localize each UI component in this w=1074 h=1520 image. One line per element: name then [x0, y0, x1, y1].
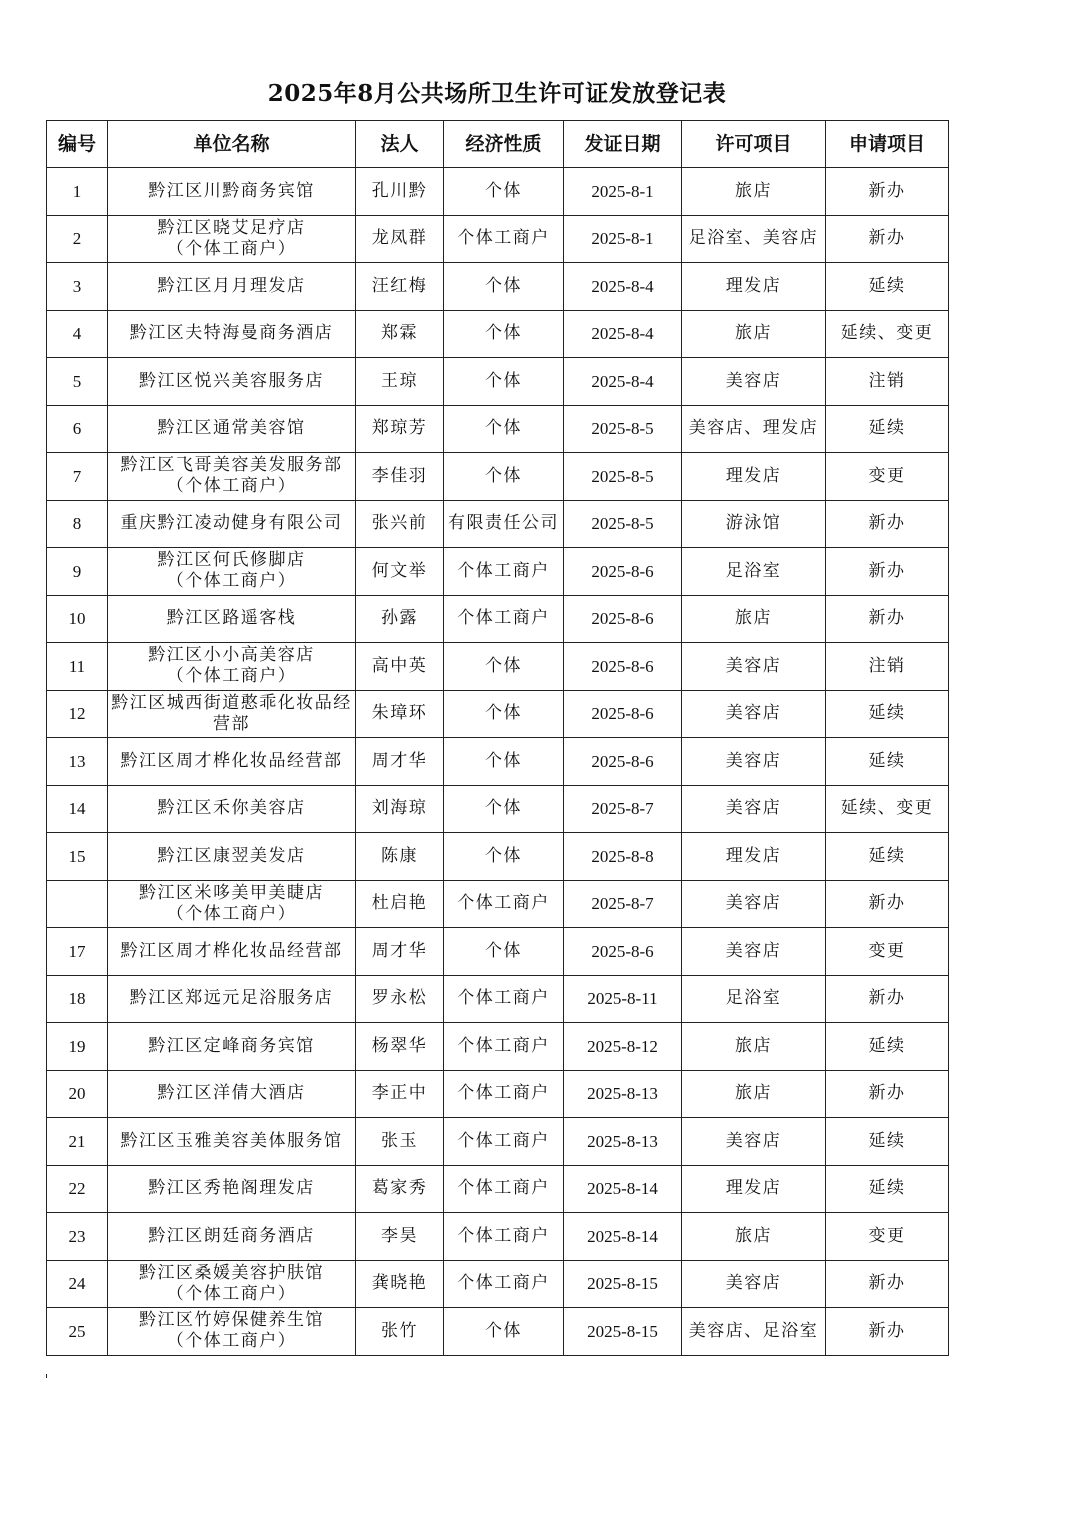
unit-name-line: 黔江区竹婷保健养生馆: [139, 1310, 324, 1331]
cell-apply-item: 新办: [826, 1070, 949, 1118]
cell-permit-item: 美容店、足浴室: [682, 1308, 826, 1356]
table-row: [47, 1118, 949, 1166]
table-row: [47, 263, 949, 311]
cell-legal-person: 陈康: [356, 833, 444, 881]
unit-name-line: 重庆黔江凌动健身有限公司: [120, 513, 343, 534]
cell-issue-date: 2025-8-6: [564, 690, 682, 738]
cell-economic-nature: 个体工商户: [444, 548, 564, 596]
cell-apply-item: 注销: [826, 358, 949, 406]
cell-economic-nature: 个体: [444, 310, 564, 358]
cell-number: 11: [47, 643, 108, 691]
table-row: [47, 453, 949, 501]
cell-legal-person: 周才华: [356, 738, 444, 786]
cell-number: 21: [47, 1118, 108, 1166]
cell-apply-item: 延续: [826, 833, 949, 881]
cell-number: 20: [47, 1070, 108, 1118]
table-header-row: [47, 121, 949, 168]
cell-issue-date: 2025-8-5: [564, 405, 682, 453]
cell-economic-nature: 个体工商户: [444, 1118, 564, 1166]
unit-name-line: 黔江区川黔商务宾馆: [148, 180, 315, 201]
cell-number: 5: [47, 358, 108, 406]
cell-unit-name: [108, 690, 356, 738]
unit-name-line: （个体工商户）: [166, 666, 297, 687]
cell-issue-date: 2025-8-14: [564, 1213, 682, 1261]
cell-apply-item: 延续: [826, 405, 949, 453]
unit-name-line: （个体工商户）: [166, 903, 297, 924]
cell-legal-person: 郑霖: [356, 310, 444, 358]
cell-unit-name: [108, 880, 356, 928]
cell-legal-person: 杨翠华: [356, 1023, 444, 1071]
unit-name-line: 黔江区康翌美发店: [157, 845, 306, 866]
cell-permit-item: 旅店: [682, 595, 826, 643]
cell-permit-item: 理发店: [682, 1165, 826, 1213]
cell-issue-date: 2025-8-7: [564, 880, 682, 928]
cell-legal-person: 葛家秀: [356, 1165, 444, 1213]
cell-apply-item: 新办: [826, 548, 949, 596]
cell-issue-date: 2025-8-6: [564, 643, 682, 691]
cell-number: 19: [47, 1023, 108, 1071]
cell-unit-name: [108, 595, 356, 643]
table-row: [47, 1023, 949, 1071]
cell-legal-person: 王琼: [356, 358, 444, 406]
table-row: [47, 643, 949, 691]
table-row: [47, 548, 949, 596]
cell-number: 18: [47, 975, 108, 1023]
unit-name-line: 黔江区周才桦化妆品经营部: [120, 750, 343, 771]
unit-name-line: 黔江区何氏修脚店: [157, 550, 306, 571]
column-header-name: 单位名称: [108, 121, 356, 168]
cell-legal-person: 杜启艳: [356, 880, 444, 928]
unit-name-line: 黔江区桑媛美容护肤馆: [139, 1262, 324, 1283]
cell-number: 12: [47, 690, 108, 738]
cell-permit-item: 旅店: [682, 1070, 826, 1118]
table-row: [47, 833, 949, 881]
cell-economic-nature: 个体工商户: [444, 1070, 564, 1118]
cell-issue-date: 2025-8-15: [564, 1308, 682, 1356]
cell-unit-name: [108, 1260, 356, 1308]
cell-economic-nature: 个体: [444, 690, 564, 738]
cell-economic-nature: 个体: [444, 358, 564, 406]
cell-apply-item: 延续、变更: [826, 785, 949, 833]
cell-number: 15: [47, 833, 108, 881]
unit-name-line: 黔江区秀艳阁理发店: [148, 1178, 315, 1199]
cell-economic-nature: 个体工商户: [444, 880, 564, 928]
unit-name-line: 黔江区禾你美容店: [157, 798, 306, 819]
cell-apply-item: 延续: [826, 738, 949, 786]
cell-issue-date: 2025-8-14: [564, 1165, 682, 1213]
cell-legal-person: 汪红梅: [356, 263, 444, 311]
cell-issue-date: 2025-8-1: [564, 168, 682, 216]
cell-apply-item: 新办: [826, 1260, 949, 1308]
cell-economic-nature: 个体工商户: [444, 215, 564, 263]
unit-name-line: 黔江区朗廷商务酒店: [148, 1225, 315, 1246]
cell-economic-nature: 个体: [444, 833, 564, 881]
cell-legal-person: 李正中: [356, 1070, 444, 1118]
cell-issue-date: 2025-8-5: [564, 453, 682, 501]
column-header-nature: 经济性质: [444, 121, 564, 168]
cell-apply-item: 注销: [826, 643, 949, 691]
cell-economic-nature: 个体: [444, 643, 564, 691]
cell-economic-nature: 个体: [444, 928, 564, 976]
unit-name-line: 黔江区小小高美容店: [148, 645, 315, 666]
cell-issue-date: 2025-8-6: [564, 738, 682, 786]
cell-apply-item: 延续: [826, 690, 949, 738]
table-row: [47, 168, 949, 216]
cell-unit-name: [108, 1118, 356, 1166]
cell-legal-person: 张玉: [356, 1118, 444, 1166]
cell-legal-person: 刘海琼: [356, 785, 444, 833]
cell-permit-item: 美容店、理发店: [682, 405, 826, 453]
unit-name-line: （个体工商户）: [166, 571, 297, 592]
cell-issue-date: 2025-8-8: [564, 833, 682, 881]
page-title: 2025年8月公共场所卫生许可证发放登记表: [267, 80, 727, 107]
cell-legal-person: 孔川黔: [356, 168, 444, 216]
table-row: [47, 880, 949, 928]
cell-permit-item: 足浴室: [682, 548, 826, 596]
cell-economic-nature: 个体: [444, 168, 564, 216]
cell-unit-name: [108, 453, 356, 501]
unit-name-line: 黔江区郑远元足浴服务店: [129, 988, 334, 1009]
unit-name-line: 黔江区夫特海曼商务酒店: [129, 323, 334, 344]
cell-legal-person: 张兴前: [356, 500, 444, 548]
unit-name-line: 黔江区路遥客栈: [166, 608, 297, 629]
cell-permit-item: 旅店: [682, 1213, 826, 1261]
cell-unit-name: [108, 928, 356, 976]
cell-permit-item: 美容店: [682, 785, 826, 833]
column-header-legal: 法人: [356, 121, 444, 168]
cell-unit-name: [108, 310, 356, 358]
cell-number: 22: [47, 1165, 108, 1213]
cell-unit-name: [108, 1023, 356, 1071]
cell-permit-item: 美容店: [682, 690, 826, 738]
cell-unit-name: [108, 500, 356, 548]
cell-permit-item: 旅店: [682, 310, 826, 358]
cell-number: 8: [47, 500, 108, 548]
cell-permit-item: 旅店: [682, 1023, 826, 1071]
cell-number: 25: [47, 1308, 108, 1356]
cell-economic-nature: 有限责任公司: [444, 500, 564, 548]
cell-apply-item: 新办: [826, 880, 949, 928]
cell-unit-name: [108, 785, 356, 833]
cell-legal-person: 龚晓艳: [356, 1260, 444, 1308]
table-row: [47, 595, 949, 643]
cell-apply-item: 新办: [826, 595, 949, 643]
cell-permit-item: 游泳馆: [682, 500, 826, 548]
cell-legal-person: 龙凤群: [356, 215, 444, 263]
cell-permit-item: 美容店: [682, 1260, 826, 1308]
cell-unit-name: [108, 263, 356, 311]
cell-number: 23: [47, 1213, 108, 1261]
cell-apply-item: 新办: [826, 500, 949, 548]
cell-number: 13: [47, 738, 108, 786]
cell-economic-nature: 个体: [444, 453, 564, 501]
cell-number: 1: [47, 168, 108, 216]
table-row: [47, 358, 949, 406]
table-row: [47, 405, 949, 453]
table-row: [47, 1165, 949, 1213]
cell-permit-item: 美容店: [682, 738, 826, 786]
cell-apply-item: 新办: [826, 1308, 949, 1356]
cell-apply-item: 新办: [826, 215, 949, 263]
unit-name-line: （个体工商户）: [166, 238, 297, 259]
cell-unit-name: [108, 548, 356, 596]
unit-name-line: 黔江区米哆美甲美睫店: [139, 882, 324, 903]
unit-name-line: （个体工商户）: [166, 476, 297, 497]
cell-permit-item: 美容店: [682, 1118, 826, 1166]
unit-name-line: （个体工商户）: [166, 1331, 297, 1352]
table-body: [47, 168, 949, 1356]
cell-issue-date: 2025-8-13: [564, 1070, 682, 1118]
cell-apply-item: 变更: [826, 1213, 949, 1261]
table-row: [47, 928, 949, 976]
cell-apply-item: 变更: [826, 453, 949, 501]
cell-economic-nature: 个体工商户: [444, 595, 564, 643]
table-row: [47, 215, 949, 263]
cell-unit-name: [108, 975, 356, 1023]
table-row: [47, 975, 949, 1023]
cell-unit-name: [108, 1165, 356, 1213]
cell-legal-person: 高中英: [356, 643, 444, 691]
cell-number: 14: [47, 785, 108, 833]
cell-number: 6: [47, 405, 108, 453]
cell-issue-date: 2025-8-13: [564, 1118, 682, 1166]
cell-economic-nature: 个体工商户: [444, 975, 564, 1023]
cell-permit-item: 足浴室: [682, 975, 826, 1023]
cell-number: [47, 880, 108, 928]
column-header-no: 编号: [47, 121, 108, 168]
table-border-tail: [46, 1374, 47, 1378]
cell-unit-name: [108, 1070, 356, 1118]
cell-permit-item: 美容店: [682, 880, 826, 928]
cell-economic-nature: 个体工商户: [444, 1165, 564, 1213]
cell-unit-name: [108, 168, 356, 216]
cell-permit-item: 理发店: [682, 833, 826, 881]
column-header-apply: 申请项目: [826, 121, 949, 168]
cell-economic-nature: 个体: [444, 785, 564, 833]
cell-economic-nature: 个体工商户: [444, 1213, 564, 1261]
permit-register-table: [46, 120, 949, 1356]
unit-name-line: 黔江区城西街道憨乖化妆品经营部: [111, 692, 352, 734]
unit-name-line: 黔江区晓艾足疗店: [157, 217, 306, 238]
table-row: [47, 1070, 949, 1118]
cell-apply-item: 变更: [826, 928, 949, 976]
cell-issue-date: 2025-8-6: [564, 548, 682, 596]
cell-economic-nature: 个体: [444, 1308, 564, 1356]
cell-issue-date: 2025-8-7: [564, 785, 682, 833]
table-row: [47, 1260, 949, 1308]
cell-unit-name: [108, 1308, 356, 1356]
unit-name-line: 黔江区悦兴美容服务店: [139, 370, 324, 391]
cell-unit-name: [108, 738, 356, 786]
cell-unit-name: [108, 358, 356, 406]
table-row: [47, 738, 949, 786]
cell-number: 17: [47, 928, 108, 976]
cell-economic-nature: 个体: [444, 738, 564, 786]
cell-legal-person: 郑琼芳: [356, 405, 444, 453]
cell-apply-item: 延续: [826, 263, 949, 311]
column-header-item: 许可项目: [682, 121, 826, 168]
table-row: [47, 785, 949, 833]
table-row: [47, 1213, 949, 1261]
cell-unit-name: [108, 643, 356, 691]
cell-issue-date: 2025-8-4: [564, 358, 682, 406]
cell-number: 9: [47, 548, 108, 596]
unit-name-line: 黔江区飞哥美容美发服务部: [120, 455, 343, 476]
cell-legal-person: 罗永松: [356, 975, 444, 1023]
unit-name-line: 黔江区洋倩大酒店: [157, 1083, 306, 1104]
cell-number: 4: [47, 310, 108, 358]
cell-issue-date: 2025-8-6: [564, 928, 682, 976]
cell-legal-person: 何文举: [356, 548, 444, 596]
cell-issue-date: 2025-8-5: [564, 500, 682, 548]
cell-legal-person: 朱璋环: [356, 690, 444, 738]
cell-economic-nature: 个体: [444, 263, 564, 311]
unit-name-line: 黔江区周才桦化妆品经营部: [120, 940, 343, 961]
cell-issue-date: 2025-8-4: [564, 310, 682, 358]
cell-permit-item: 美容店: [682, 358, 826, 406]
cell-apply-item: 延续: [826, 1023, 949, 1071]
unit-name-line: 黔江区玉雅美容美体服务馆: [120, 1130, 343, 1151]
cell-issue-date: 2025-8-15: [564, 1260, 682, 1308]
cell-apply-item: 新办: [826, 975, 949, 1023]
unit-name-line: 黔江区月月理发店: [157, 275, 306, 296]
cell-legal-person: 李昊: [356, 1213, 444, 1261]
cell-legal-person: 李佳羽: [356, 453, 444, 501]
cell-number: 3: [47, 263, 108, 311]
cell-number: 10: [47, 595, 108, 643]
cell-permit-item: 旅店: [682, 168, 826, 216]
cell-unit-name: [108, 1213, 356, 1261]
table-row: [47, 310, 949, 358]
cell-unit-name: [108, 405, 356, 453]
unit-name-line: 黔江区通常美容馆: [157, 418, 306, 439]
cell-issue-date: 2025-8-11: [564, 975, 682, 1023]
cell-permit-item: 美容店: [682, 928, 826, 976]
cell-apply-item: 延续、变更: [826, 310, 949, 358]
unit-name-line: 黔江区定峰商务宾馆: [148, 1035, 315, 1056]
cell-legal-person: 周才华: [356, 928, 444, 976]
cell-economic-nature: 个体工商户: [444, 1023, 564, 1071]
cell-unit-name: [108, 215, 356, 263]
table-row: [47, 1308, 949, 1356]
unit-name-line: （个体工商户）: [166, 1283, 297, 1304]
cell-permit-item: 理发店: [682, 453, 826, 501]
cell-legal-person: 孙露: [356, 595, 444, 643]
cell-economic-nature: 个体工商户: [444, 1260, 564, 1308]
cell-issue-date: 2025-8-6: [564, 595, 682, 643]
cell-apply-item: 延续: [826, 1165, 949, 1213]
cell-legal-person: 张竹: [356, 1308, 444, 1356]
cell-number: 2: [47, 215, 108, 263]
cell-unit-name: [108, 833, 356, 881]
cell-number: 7: [47, 453, 108, 501]
cell-permit-item: 足浴室、美容店: [682, 215, 826, 263]
table-row: [47, 690, 949, 738]
cell-permit-item: 美容店: [682, 643, 826, 691]
cell-apply-item: 延续: [826, 1118, 949, 1166]
table-row: [47, 500, 949, 548]
cell-issue-date: 2025-8-4: [564, 263, 682, 311]
cell-permit-item: 理发店: [682, 263, 826, 311]
column-header-date: 发证日期: [564, 121, 682, 168]
cell-issue-date: 2025-8-1: [564, 215, 682, 263]
cell-issue-date: 2025-8-12: [564, 1023, 682, 1071]
cell-apply-item: 新办: [826, 168, 949, 216]
cell-economic-nature: 个体: [444, 405, 564, 453]
cell-number: 24: [47, 1260, 108, 1308]
